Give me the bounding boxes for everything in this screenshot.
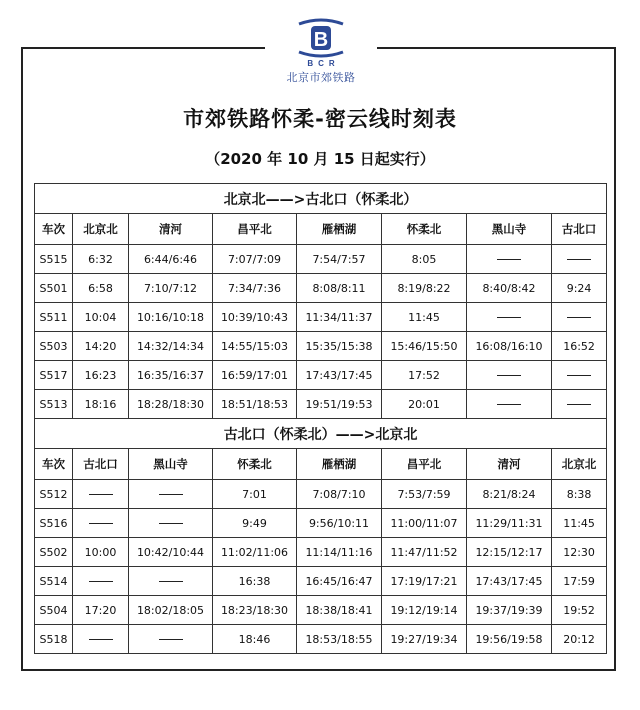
no-stop-dash (89, 494, 113, 495)
column-header: 黑山寺 (129, 449, 213, 480)
time-cell: 17:19/17:21 (382, 567, 467, 596)
time-cell (73, 480, 129, 509)
time-cell: 11:47/11:52 (382, 538, 467, 567)
direction-row (35, 184, 607, 214)
time-cell (129, 509, 213, 538)
time-cell: 7:10/7:12 (129, 274, 213, 303)
train-number: S516 (35, 509, 73, 538)
time-cell: 15:46/15:50 (382, 332, 467, 361)
time-cell (73, 567, 129, 596)
time-cell: 16:52 (552, 332, 607, 361)
time-cell: 18:23/18:30 (213, 596, 297, 625)
time-cell: 18:51/18:53 (213, 390, 297, 419)
no-stop-dash (89, 523, 113, 524)
time-cell: 11:29/11:31 (467, 509, 552, 538)
no-stop-dash (567, 375, 591, 376)
time-cell: 8:19/8:22 (382, 274, 467, 303)
time-cell: 11:34/11:37 (297, 303, 382, 332)
time-cell: 7:08/7:10 (297, 480, 382, 509)
time-cell: 17:43/17:45 (297, 361, 382, 390)
no-stop-dash (159, 523, 183, 524)
column-header: 黑山寺 (467, 214, 552, 245)
table-row (35, 480, 607, 509)
time-cell: 16:08/16:10 (467, 332, 552, 361)
bcr-logo (265, 18, 377, 92)
time-cell: 18:53/18:55 (297, 625, 382, 654)
time-cell (467, 361, 552, 390)
direction-title: 古北口（怀柔北）——>北京北 (35, 419, 607, 449)
column-header: 怀柔北 (213, 449, 297, 480)
time-cell: 12:30 (552, 538, 607, 567)
time-cell: 16:45/16:47 (297, 567, 382, 596)
logo-name: 北京市郊铁路 (286, 71, 356, 84)
time-cell: 8:40/8:42 (467, 274, 552, 303)
no-stop-dash (567, 317, 591, 318)
time-cell (552, 390, 607, 419)
time-cell: 18:46 (213, 625, 297, 654)
column-header: 车次 (35, 214, 73, 245)
table-row (35, 509, 607, 538)
time-cell: 9:24 (552, 274, 607, 303)
time-cell: 7:53/7:59 (382, 480, 467, 509)
time-cell (129, 567, 213, 596)
time-cell (467, 390, 552, 419)
time-cell: 19:56/19:58 (467, 625, 552, 654)
column-header: 清河 (129, 214, 213, 245)
time-cell (467, 303, 552, 332)
column-header: 怀柔北 (382, 214, 467, 245)
time-cell: 18:28/18:30 (129, 390, 213, 419)
no-stop-dash (567, 404, 591, 405)
train-number: S511 (35, 303, 73, 332)
time-cell: 14:32/14:34 (129, 332, 213, 361)
column-header: 古北口 (552, 214, 607, 245)
time-cell: 11:45 (382, 303, 467, 332)
time-cell: 19:27/19:34 (382, 625, 467, 654)
time-cell: 8:08/8:11 (297, 274, 382, 303)
table-row (35, 332, 607, 361)
timetable (34, 183, 607, 654)
table-row (35, 625, 607, 654)
logo-initials: BCR (307, 59, 340, 68)
time-cell (73, 625, 129, 654)
no-stop-dash (497, 375, 521, 376)
page-title: 市郊铁路怀柔-密云线时刻表 (183, 107, 457, 131)
header-row (35, 214, 607, 245)
table-row (35, 538, 607, 567)
time-cell: 18:38/18:41 (297, 596, 382, 625)
time-cell: 17:43/17:45 (467, 567, 552, 596)
no-stop-dash (89, 639, 113, 640)
time-cell: 7:54/7:57 (297, 245, 382, 274)
column-header: 古北口 (73, 449, 129, 480)
no-stop-dash (497, 317, 521, 318)
time-cell: 12:15/12:17 (467, 538, 552, 567)
train-number: S501 (35, 274, 73, 303)
time-cell: 7:01 (213, 480, 297, 509)
time-cell: 9:49 (213, 509, 297, 538)
no-stop-dash (159, 581, 183, 582)
time-cell (467, 245, 552, 274)
time-cell: 6:44/6:46 (129, 245, 213, 274)
table-row (35, 303, 607, 332)
time-cell: 10:39/10:43 (213, 303, 297, 332)
time-cell (129, 625, 213, 654)
table-row (35, 567, 607, 596)
train-number: S513 (35, 390, 73, 419)
effective-date: （2020 年 10 月 15 日起实行） (205, 150, 435, 168)
no-stop-dash (159, 639, 183, 640)
time-cell (552, 303, 607, 332)
time-cell: 11:02/11:06 (213, 538, 297, 567)
time-cell: 11:00/11:07 (382, 509, 467, 538)
time-cell: 19:52 (552, 596, 607, 625)
train-number: S514 (35, 567, 73, 596)
column-header: 雁栖湖 (297, 214, 382, 245)
time-cell (552, 361, 607, 390)
time-cell: 14:20 (73, 332, 129, 361)
header-row (35, 449, 607, 480)
column-header: 昌平北 (382, 449, 467, 480)
time-cell: 9:56/10:11 (297, 509, 382, 538)
time-cell: 11:45 (552, 509, 607, 538)
time-cell: 15:35/15:38 (297, 332, 382, 361)
train-number: S515 (35, 245, 73, 274)
time-cell: 17:52 (382, 361, 467, 390)
table-row (35, 361, 607, 390)
time-cell: 10:00 (73, 538, 129, 567)
train-number: S517 (35, 361, 73, 390)
no-stop-dash (567, 259, 591, 260)
time-cell: 18:16 (73, 390, 129, 419)
time-cell: 8:38 (552, 480, 607, 509)
no-stop-dash (89, 581, 113, 582)
time-cell: 19:12/19:14 (382, 596, 467, 625)
table-row (35, 596, 607, 625)
train-number: S518 (35, 625, 73, 654)
column-header: 昌平北 (213, 214, 297, 245)
time-cell: 7:34/7:36 (213, 274, 297, 303)
direction-title: 北京北——>古北口（怀柔北） (35, 184, 607, 214)
train-number: S504 (35, 596, 73, 625)
time-cell: 17:20 (73, 596, 129, 625)
bcr-emblem-icon (295, 18, 347, 58)
time-cell: 19:51/19:53 (297, 390, 382, 419)
train-number: S502 (35, 538, 73, 567)
time-cell: 20:01 (382, 390, 467, 419)
time-cell: 11:14/11:16 (297, 538, 382, 567)
time-cell: 16:59/17:01 (213, 361, 297, 390)
time-cell: 19:37/19:39 (467, 596, 552, 625)
time-cell: 16:23 (73, 361, 129, 390)
time-cell: 10:04 (73, 303, 129, 332)
svg-text:B: B (313, 29, 329, 51)
time-cell: 17:59 (552, 567, 607, 596)
time-cell: 14:55/15:03 (213, 332, 297, 361)
table-row (35, 245, 607, 274)
train-number: S503 (35, 332, 73, 361)
time-cell: 16:38 (213, 567, 297, 596)
column-header: 雁栖湖 (297, 449, 382, 480)
time-cell: 6:58 (73, 274, 129, 303)
column-header: 北京北 (552, 449, 607, 480)
time-cell: 16:35/16:37 (129, 361, 213, 390)
time-cell: 10:16/10:18 (129, 303, 213, 332)
column-header: 清河 (467, 449, 552, 480)
no-stop-dash (497, 259, 521, 260)
table-row (35, 274, 607, 303)
no-stop-dash (497, 404, 521, 405)
table-row (35, 390, 607, 419)
time-cell: 6:32 (73, 245, 129, 274)
time-cell: 8:05 (382, 245, 467, 274)
time-cell (552, 245, 607, 274)
column-header: 北京北 (73, 214, 129, 245)
time-cell: 18:02/18:05 (129, 596, 213, 625)
time-cell: 7:07/7:09 (213, 245, 297, 274)
train-number: S512 (35, 480, 73, 509)
time-cell: 10:42/10:44 (129, 538, 213, 567)
time-cell: 8:21/8:24 (467, 480, 552, 509)
direction-row (35, 419, 607, 449)
time-cell (73, 509, 129, 538)
time-cell (129, 480, 213, 509)
no-stop-dash (159, 494, 183, 495)
column-header: 车次 (35, 449, 73, 480)
time-cell: 20:12 (552, 625, 607, 654)
